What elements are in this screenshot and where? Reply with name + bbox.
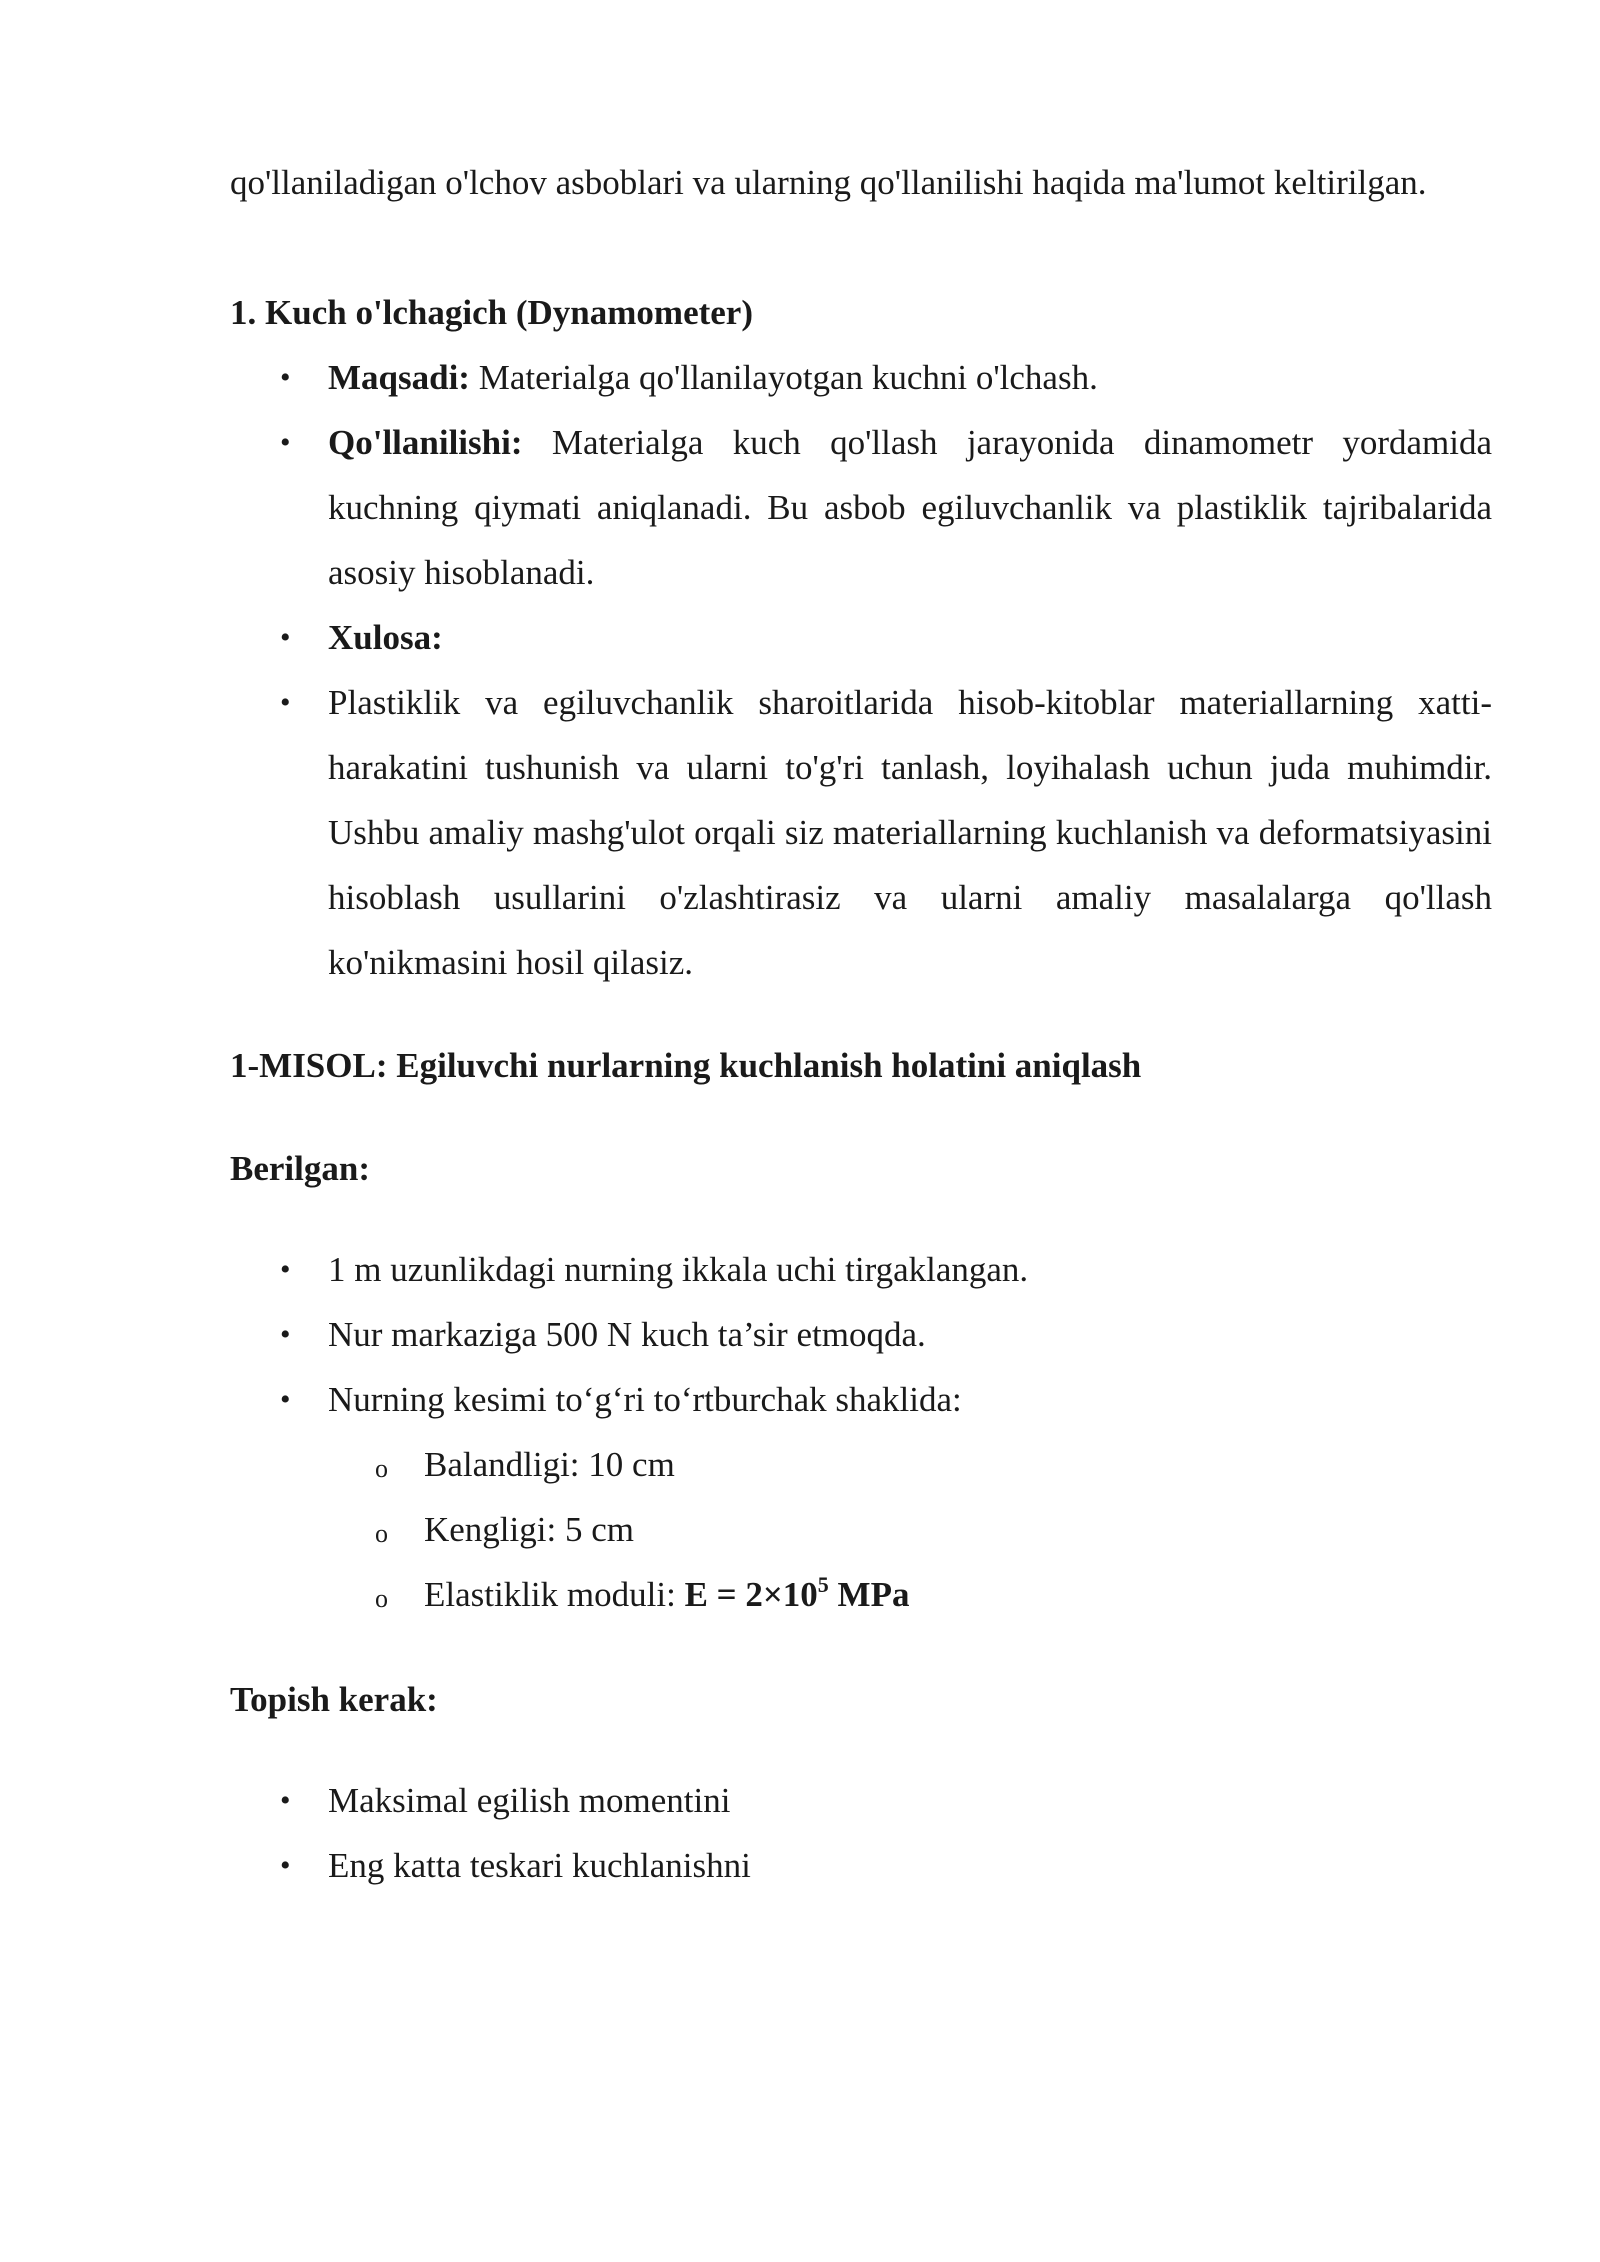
bullet-icon: • — [280, 1784, 291, 1817]
bullet-icon: • — [280, 686, 291, 719]
sub-bullet-icon: o — [375, 1454, 388, 1483]
find-item — [230, 1833, 1492, 1898]
given-text: 1 m uzunlikdagi nurning ikkala uchi tirgaklangan. — [328, 1250, 1029, 1289]
section1-list — [230, 345, 1492, 995]
list-item-conclusion-text — [230, 670, 1492, 995]
given-item — [230, 1302, 1492, 1367]
given-text: Nur markaziga 500 N kuch ta’sir etmoqda. — [328, 1315, 926, 1354]
sub-bullet-icon: o — [375, 1519, 388, 1548]
given-item — [230, 1237, 1492, 1302]
sub-item-width — [230, 1497, 1492, 1562]
bullet-icon: • — [280, 361, 291, 394]
item-text: Materialga qo'llanilayotgan kuchni o'lchash. — [469, 358, 1098, 397]
bullet-icon: • — [280, 426, 291, 459]
section1-heading: 1. Kuch o'lchagich (Dynamometer) — [230, 293, 753, 332]
item-text: Plastiklik va egiluvchanlik sharoitlarida hisob-kitoblar materiallarning xatti-harakatini tushunish va ularni to'g'ri tanlash, loyihalash uchun juda muhimdir. Ushbu amaliy mashg'ulot orqali siz materiallarning kuchlanish va deformatsiyasini hisoblash usullarini o'zlashtirasiz va ularni amaliy masalalarga qo'llash ko'nikmasini hosil qilasiz. — [328, 683, 1492, 982]
find-list — [230, 1768, 1492, 1898]
sub-item-modulus — [230, 1562, 1492, 1627]
misol-heading: 1-MISOL: Egiluvchi nurlarning kuchlanish holatini aniqlash — [230, 1046, 1142, 1085]
find-heading: Topish kerak: — [230, 1680, 438, 1719]
list-item-xulosa — [230, 605, 1492, 670]
item-text: Materialga kuch qo'llash jarayonida dinamometr yordamida kuchning qiymati aniqlanadi. Bu asbob egiluvchanlik va plastiklik tajribalarida asosiy hisoblanadi. — [328, 423, 1492, 592]
list-item-qollanilishi — [230, 410, 1492, 605]
find-text: Maksimal egilish momentini — [328, 1781, 731, 1820]
formula-unit: MPa — [828, 1575, 910, 1614]
list-item-maqsadi — [230, 345, 1492, 410]
sub-text: Kengligi: 5 cm — [424, 1510, 634, 1549]
item-label: Xulosa: — [328, 618, 443, 657]
given-item — [230, 1367, 1492, 1432]
bullet-icon: • — [280, 1383, 291, 1416]
formula-base: E = 2×10 — [684, 1575, 818, 1614]
formula-exponent: 5 — [817, 1572, 829, 1597]
document-content — [230, 150, 1492, 1898]
bullet-icon: • — [280, 1318, 291, 1351]
modulus-formula — [684, 1572, 910, 1614]
find-item — [230, 1768, 1492, 1833]
given-list — [230, 1237, 1492, 1627]
intro-paragraph: qo'llaniladigan o'lchov asboblari va ularning qo'llanilishi haqida ma'lumot keltirilgan. — [230, 163, 1427, 202]
find-text: Eng katta teskari kuchlanishni — [328, 1846, 751, 1885]
sub-bullet-icon: o — [375, 1584, 388, 1613]
bullet-icon: • — [280, 1849, 291, 1882]
item-label: Qo'llanilishi: — [328, 423, 523, 462]
bullet-icon: • — [280, 621, 291, 654]
sub-text: Balandligi: 10 cm — [424, 1445, 675, 1484]
bullet-icon: • — [280, 1253, 291, 1286]
sub-item-height — [230, 1432, 1492, 1497]
modulus-label: Elastiklik moduli: — [424, 1575, 685, 1614]
given-text: Nurning kesimi to‘g‘ri to‘rtburchak shaklida: — [328, 1380, 962, 1419]
item-label: Maqsadi: — [328, 358, 470, 397]
given-heading: Berilgan: — [230, 1149, 370, 1188]
